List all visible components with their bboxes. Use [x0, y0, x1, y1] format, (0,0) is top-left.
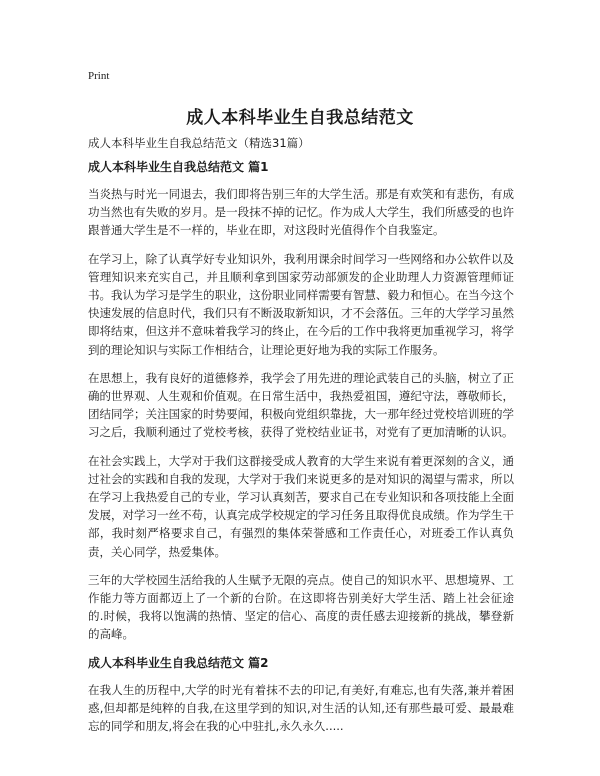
- paragraph: 在思想上，我有良好的道德修养，我学会了用先进的理论武装自己的头脑，树立了正确的世界观、人生观和价值观。在日常生活中，我热爱祖国，遵纪守法，尊敬师长，团结同学；关注国家的时势要闻，积极向党组织靠拢，大一那年经过党校培训班的学习之后，我顺利通过了党校考核，获得了党校结业证书，对党有了更加清晰的认识。: [88, 370, 514, 440]
- paragraph: 在我人生的历程中,大学的时光有着抹不去的印记,有美好,有难忘,也有失落,兼并着困惑,但却都是纯粹的自我,在这里学到的知识,对生活的认知,还有那些最可爱、最最难忘的同学和朋友,将会在我的心中驻扎,永久永久.....: [88, 682, 514, 734]
- section-heading: 成人本科毕业生自我总结范文 篇1: [88, 160, 269, 174]
- document-subtitle: 成人本科毕业生自我总结范文（精选31篇）: [88, 136, 310, 150]
- print-link[interactable]: Print: [88, 70, 110, 82]
- section-1: [88, 158, 514, 644]
- paragraph: 在社会实践上，大学对于我们这群接受成人教育的大学生来说有着更深刻的含义，通过社会的实践和自我的发现，大学对于我们来说更多的是对知识的渴望与需求，所以在学习上我热爱自己的专业，学习认真刻苦，要求自己在专业知识和各项技能上全面发展，对学习一丝不苟，认真完成学校规定的学习任务且取得优良成绩。作为学生干部，我时刻严格要求自己，有强烈的集体荣誉感和工作责任心，对班委工作认真负责，关心同学，热爱集体。: [88, 453, 514, 559]
- paragraph: 当炎热与时光一同退去，我们即将告别三年的大学生活。那是有欢笑和有悲伤，有成功当然也有失败的岁月。是一段抹不掉的记忆。作为成人大学生，我们所感受的也许跟普通大学生是不一样的，毕业在即，对这段时光值得作个自我鉴定。: [88, 187, 514, 238]
- document-body: [88, 158, 514, 745]
- paragraph: 三年的大学校园生活给我的人生赋予无限的亮点。使自己的知识水平、思想境界、工作能力等方面都迈上了一个新的台阶。在这即将告别美好大学生活、踏上社会征途的.时候，我将以饱满的热情、坚定的信心、高度的责任感去迎接新的挑战，攀登新的高峰。: [88, 572, 514, 642]
- section-2: [88, 654, 514, 736]
- page-title: 成人本科毕业生自我总结范文: [186, 108, 414, 128]
- section-heading: 成人本科毕业生自我总结范文 篇2: [88, 655, 269, 670]
- paragraph: 在学习上，除了认真学好专业知识外，我利用课余时间学习一些网络和办公软件以及管理知识来充实自己，并且顺利拿到国家劳动部颁发的企业助理人力资源管理师证书。我认为学习是学生的职业，这份职业同样需要有智慧、毅力和恒心。在当今这个快速发展的信息时代，我们只有不断汲取新知识，才不会落伍。三年的大学学习虽然即将结束，但这并不意味着我学习的终止，在今后的工作中我将更加重视学习，将学到的理论知识与实际工作相结合，让理论更好地为我的实际工作服务。: [88, 251, 514, 357]
